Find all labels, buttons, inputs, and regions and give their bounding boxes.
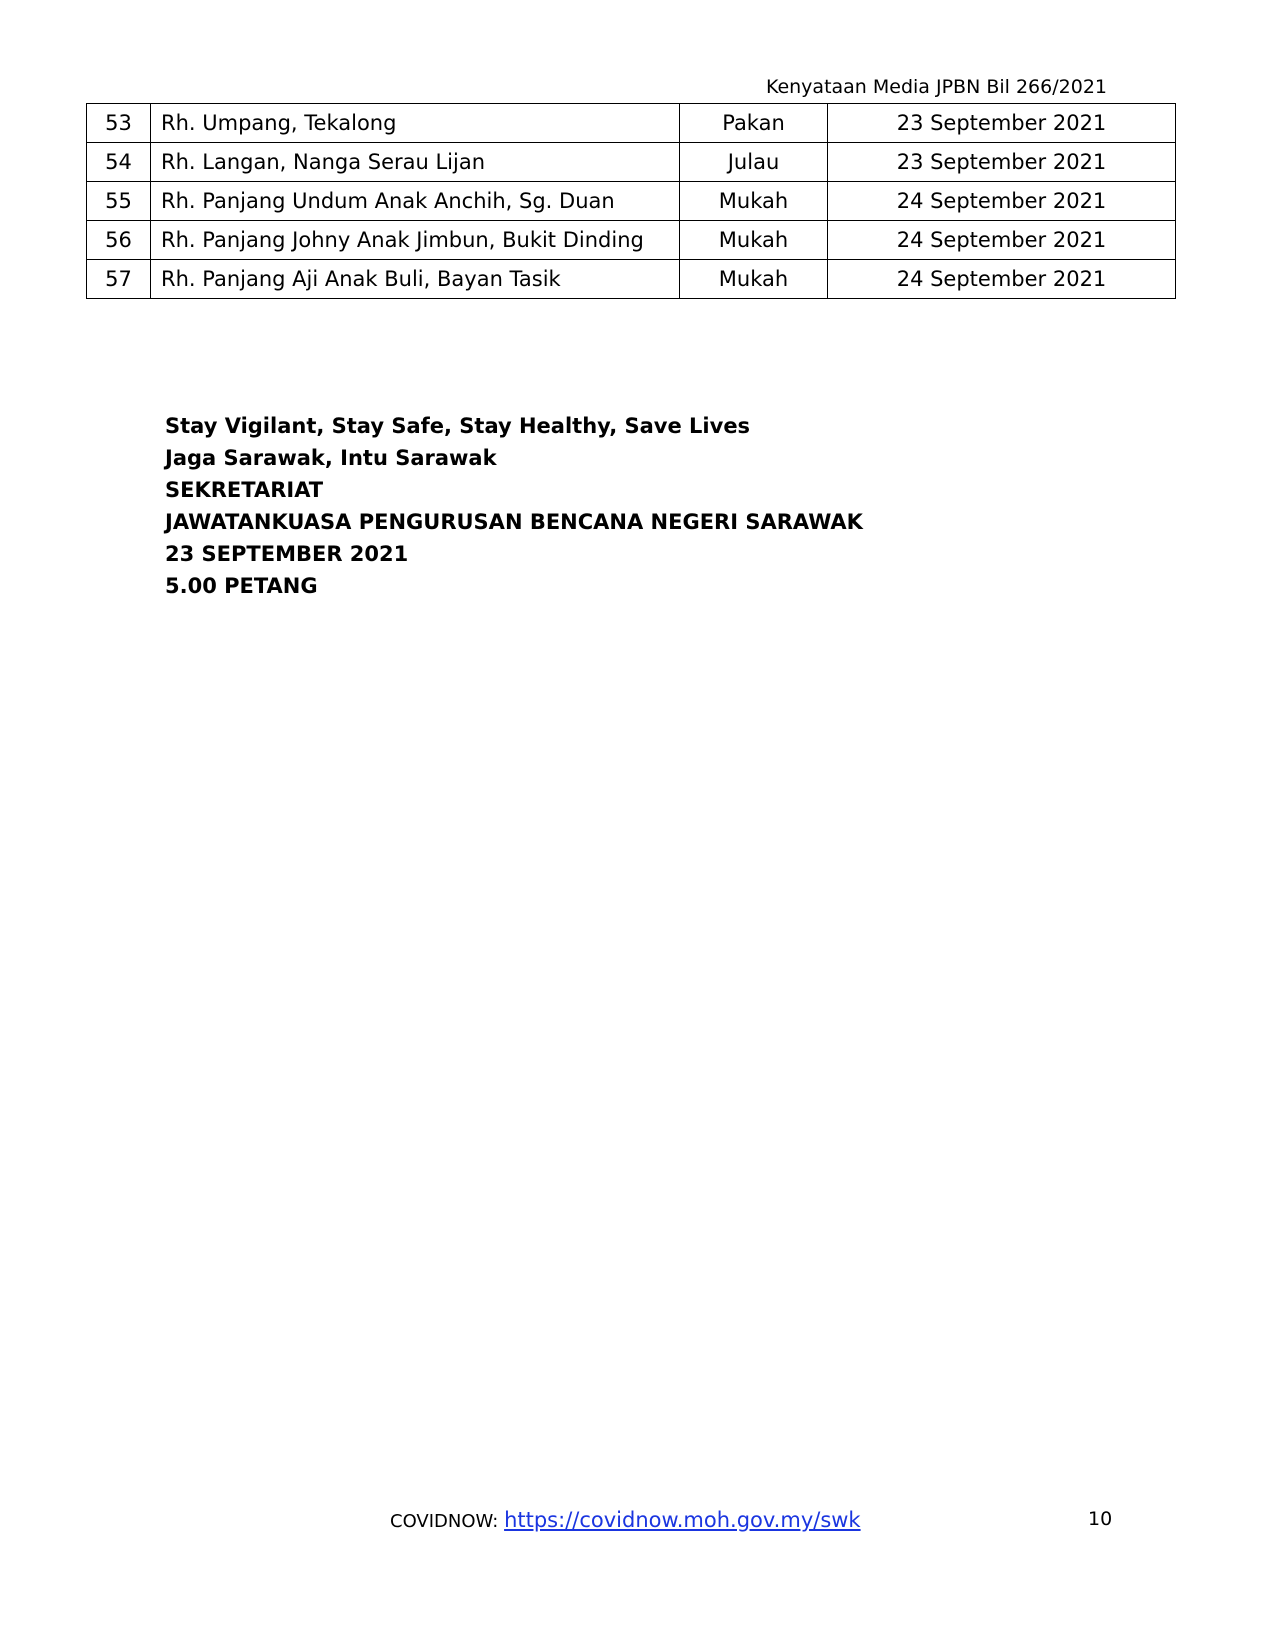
table-row — [87, 104, 1176, 143]
location-name: Rh. Umpang, Tekalong — [151, 104, 680, 143]
date-cell: 23 September 2021 — [828, 104, 1176, 143]
document-reference: Kenyataan Media JPBN Bil 266/2021 — [765, 76, 1107, 98]
page-number: 10 — [1088, 1508, 1113, 1530]
date-cell: 24 September 2021 — [828, 260, 1176, 299]
slogan-local: Jaga Sarawak, Intu Sarawak — [165, 446, 497, 470]
district-name: Mukah — [680, 260, 828, 299]
row-number: 53 — [87, 104, 151, 143]
secretariat-label: SEKRETARIAT — [165, 478, 324, 502]
location-name: Rh. Panjang Aji Anak Buli, Bayan Tasik — [151, 260, 680, 299]
slogan-english: Stay Vigilant, Stay Safe, Stay Healthy, Save Lives — [165, 414, 751, 438]
location-name: Rh. Langan, Nanga Serau Lijan — [151, 143, 680, 182]
district-name: Julau — [680, 143, 828, 182]
table-row — [87, 182, 1176, 221]
footer — [390, 1508, 861, 1532]
row-number: 54 — [87, 143, 151, 182]
district-name: Mukah — [680, 221, 828, 260]
statement-time: 5.00 PETANG — [165, 574, 318, 598]
locations-table — [86, 103, 1176, 299]
district-name: Pakan — [680, 104, 828, 143]
date-cell: 23 September 2021 — [828, 143, 1176, 182]
statement-date: 23 SEPTEMBER 2021 — [165, 542, 409, 566]
row-number: 56 — [87, 221, 151, 260]
row-number: 57 — [87, 260, 151, 299]
table-row — [87, 260, 1176, 299]
table-row — [87, 143, 1176, 182]
committee-name: JAWATANKUASA PENGURUSAN BENCANA NEGERI SARAWAK — [165, 510, 863, 534]
date-cell: 24 September 2021 — [828, 182, 1176, 221]
row-number: 55 — [87, 182, 151, 221]
covidnow-link[interactable]: https://covidnow.moh.gov.my/swk — [504, 1508, 861, 1532]
location-name: Rh. Panjang Undum Anak Anchih, Sg. Duan — [151, 182, 680, 221]
date-cell: 24 September 2021 — [828, 221, 1176, 260]
closing-statement — [165, 410, 863, 602]
footer-label: COVIDNOW: — [390, 1511, 505, 1532]
location-name: Rh. Panjang Johny Anak Jimbun, Bukit Dinding — [151, 221, 680, 260]
table-row — [87, 221, 1176, 260]
district-name: Mukah — [680, 182, 828, 221]
